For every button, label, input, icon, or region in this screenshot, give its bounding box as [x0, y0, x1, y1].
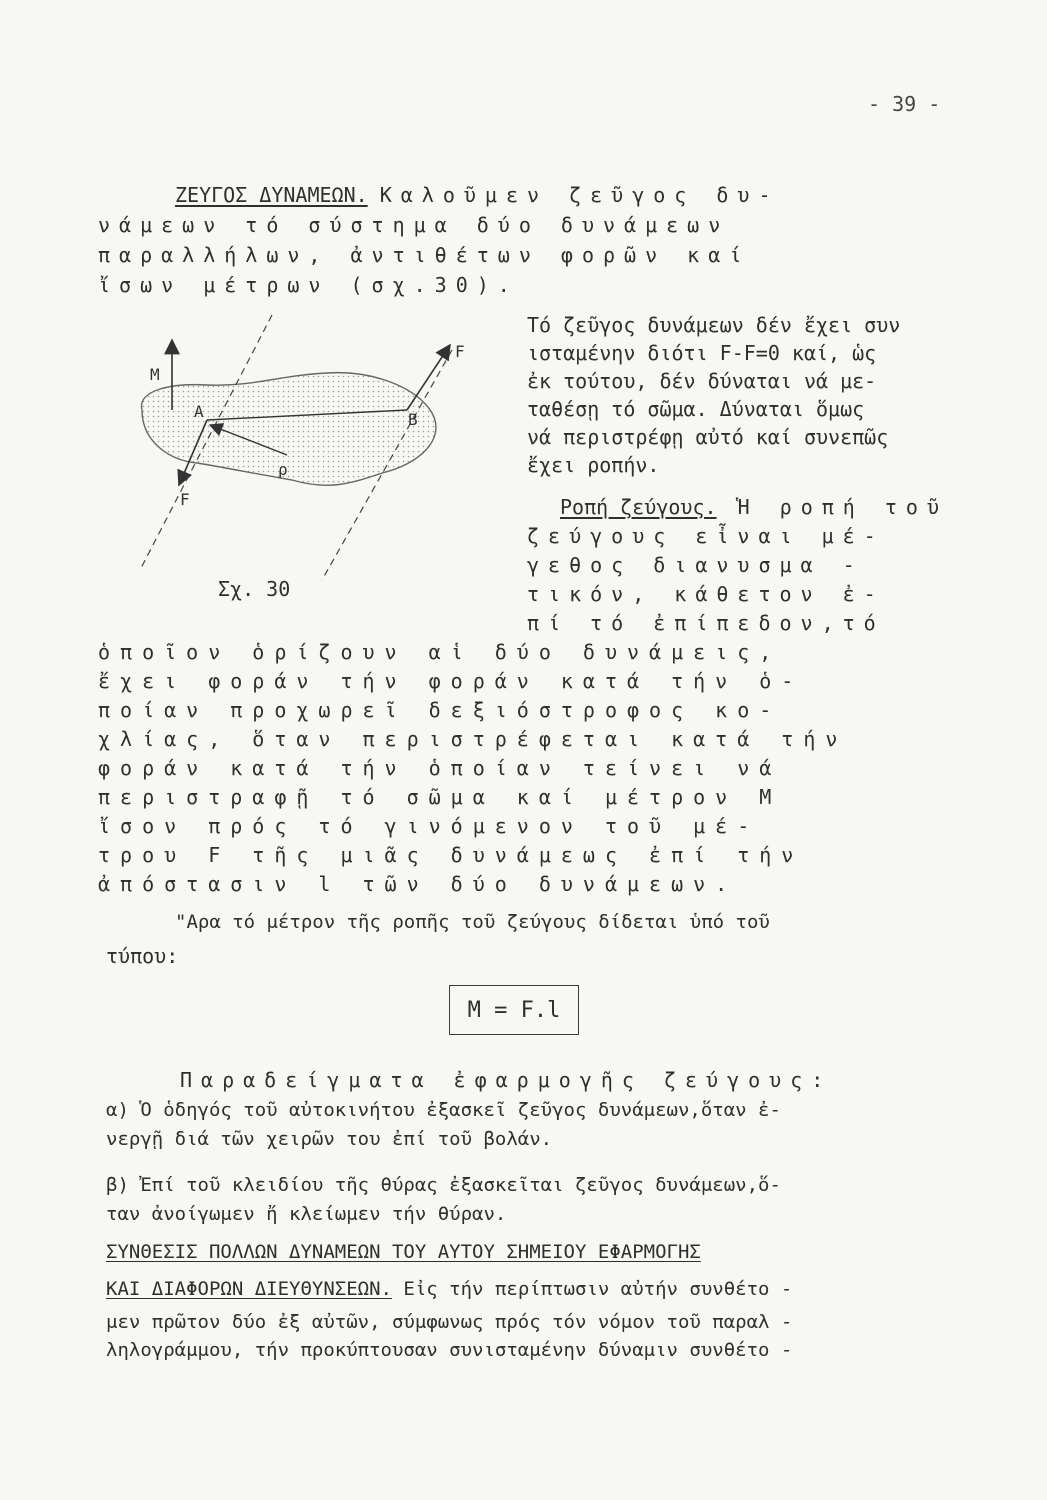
example-line-1: α) Ὁ ὁδηγός τοῦ αὐτοκινήτου ἐξασκεῖ ζεῦγος δυνάμεων,ὅταν ἐ- — [106, 1099, 781, 1121]
moment-line-5: πί τό ἐπίπεδον,τό — [527, 611, 885, 635]
right-column-line-6: ἔχει ροπήν. — [527, 453, 660, 477]
label-B: B — [408, 410, 418, 429]
section1-line-1: Καλοῦμεν ζεῦγος δυ- — [379, 183, 780, 207]
label-F-top: F — [455, 342, 465, 361]
right-column-line-1: Τό ζεῦγος δυνάμεων δέν ἔχει συν — [527, 313, 901, 337]
right-column-line-5: νά περιστρέφῃ αὐτό καί συνεπῶς — [527, 425, 889, 449]
label-M: M — [150, 365, 160, 384]
couple-of-forces-figure — [112, 315, 492, 585]
section2-heading-line-1: ΣΥΝΘΕΣΙΣ ΠΟΛΛΩΝ ΔΥΝΑΜΕΩΝ ΤΟΥ ΑΥΤΟΥ ΣΗΜΕΙΟΥ ΕΦΑΡΜΟΓΗΣ — [106, 1241, 701, 1263]
moment-line-1: Ἡ ροπή τοῦ — [716, 495, 948, 519]
page-number: - 39 - — [868, 92, 941, 116]
section2-line-2 — [106, 1277, 792, 1301]
label-rho: ρ — [278, 460, 288, 479]
section2-line-2-rest: Εἰς τήν περίπτωσιν αὐτήν συνθέτο - — [391, 1278, 793, 1300]
force-arrow-top — [407, 345, 450, 410]
formula-intro-line-1: "Αρα τό μέτρον τῆς ροπῆς τοῦ ζεύγους δίδεται ὑπό τοῦ — [175, 911, 770, 933]
section1-line-2: νάμεων τό σύστημα δύο δυνάμεων — [98, 213, 730, 237]
moment-heading: Ροπή ζεύγους. — [560, 495, 717, 519]
paragraph-line-1: ὁποῖον ὁρίζουν αἱ δύο δυνάμεις, — [98, 640, 782, 664]
paragraph-line-3: ποίαν προχωρεῖ δεξιόστροφος κο- — [98, 698, 782, 722]
examples-heading: Παραδείγματα ἐφαρμογῆς ζεύγους: — [180, 1068, 833, 1092]
section2-line-4: ληλογράμμου, τήν προκύπτουσαν συνισταμένην δύναμιν συνθέτο - — [106, 1339, 793, 1361]
right-column-line-2: ισταμένην διότι F-F=0 καί, ὡς — [527, 341, 877, 365]
figure-caption: Σχ. 30 — [218, 577, 291, 601]
section1-heading: ΖΕΥΓΟΣ ΔΥΝΑΜΕΩΝ. — [175, 183, 368, 207]
right-column-line-4: ταθέσῃ τό σῶμα. Δύναται ὅμως — [527, 397, 865, 421]
section1-first-line — [175, 183, 779, 207]
paragraph-line-6: περιστραφῇ τό σῶμα καί μέτρον Μ — [98, 785, 782, 809]
section2-line-3: μεν πρῶτον δύο ἐξ αὐτῶν, σύμφωνως πρός τόν νόμον τοῦ παραλ - — [106, 1311, 793, 1333]
formula-intro-line-2: τύπου: — [106, 944, 179, 968]
example-line-4: ταν ἀνοίγωμεν ἤ κλείωμεν τήν θύραν. — [106, 1203, 507, 1225]
example-line-3: β) Ἐπί τοῦ κλειδίου τῆς θύρας ἐξασκεῖται ζεῦγος δυνάμεων,ὅ- — [106, 1174, 781, 1196]
moment-line-3: γεθος διανυσμα - — [527, 553, 864, 577]
moment-line-4: τικόν, κάθετον ἐ- — [527, 582, 885, 606]
right-column-line-3: ἐκ τούτου, δέν δύναται νά με- — [527, 369, 877, 393]
label-F-bottom: F — [180, 490, 190, 509]
paragraph-line-9: ἀπόστασιν l τῶν δύο δυνάμεων. — [98, 872, 738, 896]
formula-box — [449, 985, 579, 1035]
section1-line-4: ἴσων μέτρων (σχ.30). — [98, 273, 519, 297]
paragraph-line-4: χλίας, ὅταν περιστρέφεται κατά τήν — [98, 727, 848, 751]
paragraph-line-8: τρου F τῆς μιᾶς δυνάμεως ἐπί τήν — [98, 843, 804, 867]
example-line-2: νεργῇ διά τῶν χειρῶν του ἐπί τοῦ βολάν. — [106, 1128, 553, 1150]
section2-heading-line-2: ΚΑΙ ΔΙΑΦΟΡΩΝ ΔΙΕΥΘΥΝΣΕΩΝ. — [106, 1278, 392, 1300]
section1-line-3: παραλλήλων, ἀντιθέτων φορῶν καί — [98, 243, 751, 267]
moment-first-line — [560, 495, 948, 519]
moment-line-2: ζεύγους εἶναι μέ- — [527, 524, 885, 548]
paragraph-line-2: ἔχει φοράν τήν φοράν κατά τήν ὁ- — [98, 669, 804, 693]
paragraph-line-7: ἴσον πρός τό γινόμενον τοῦ μέ- — [98, 814, 760, 838]
formula: M = F.l — [467, 997, 561, 1023]
paragraph-line-5: φοράν κατά τήν ὁποίαν τείνει νά — [98, 756, 782, 780]
label-A: A — [194, 402, 204, 421]
